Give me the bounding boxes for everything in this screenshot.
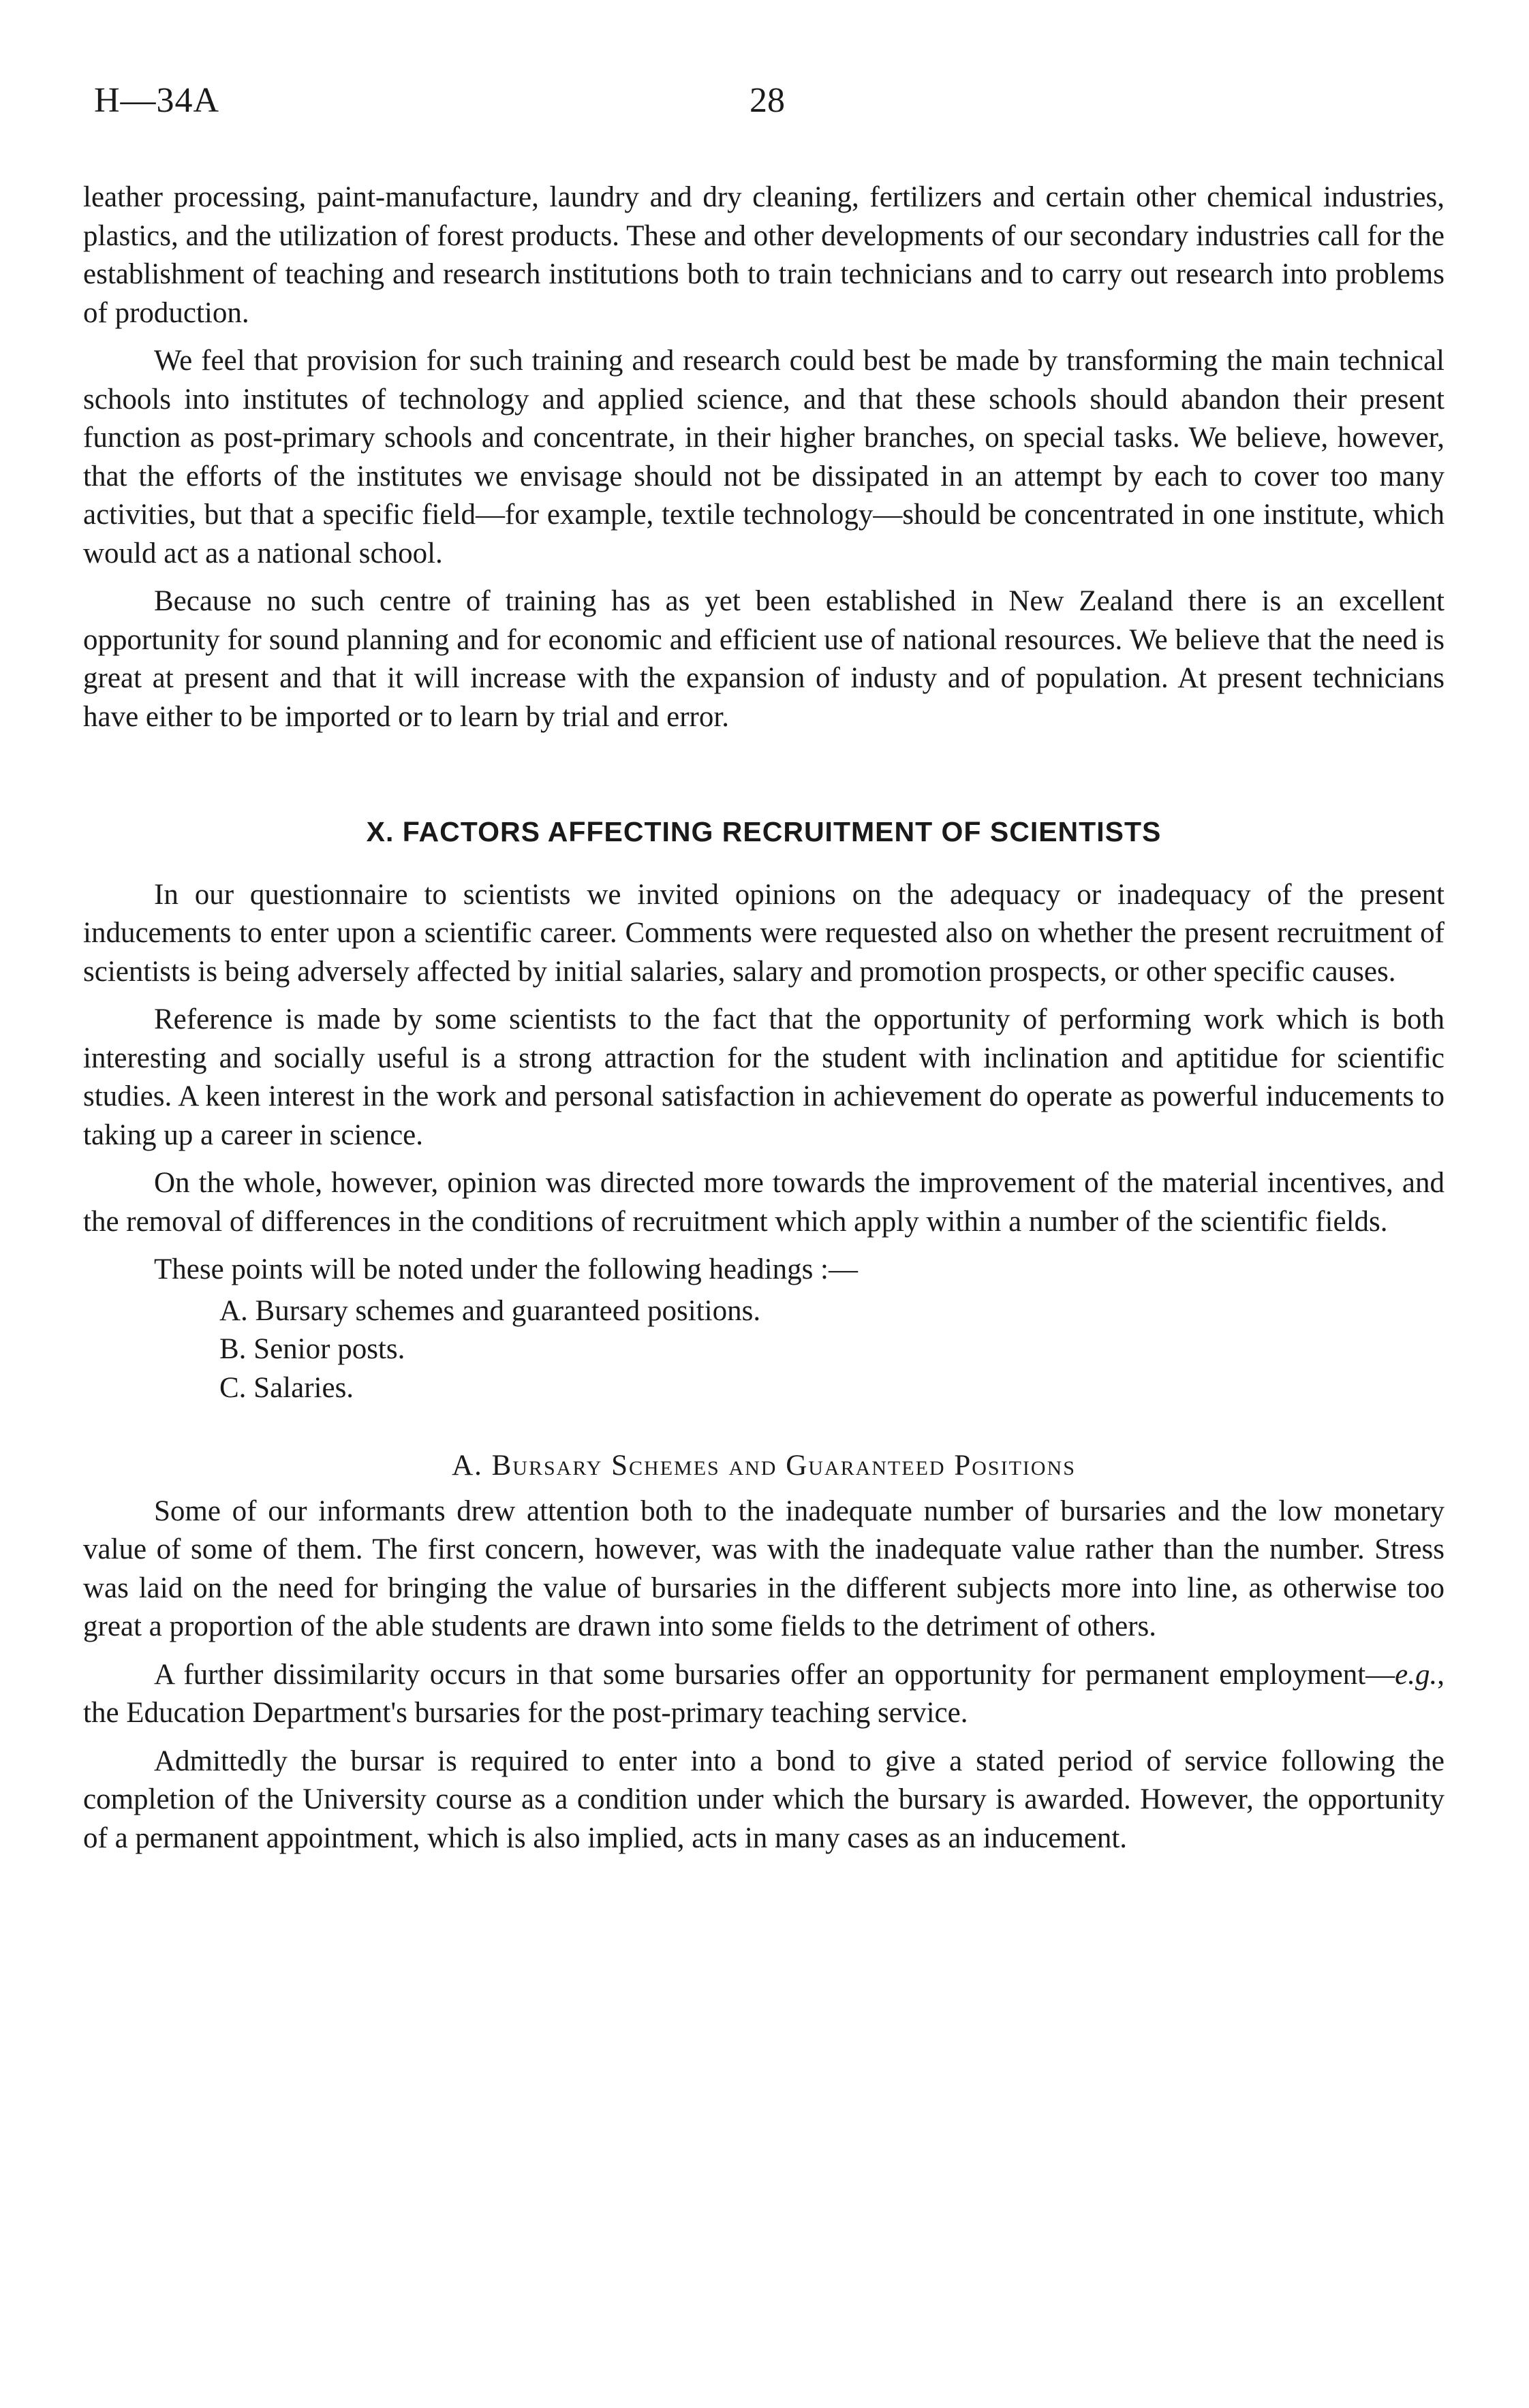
list-item: B. Senior posts. xyxy=(219,1333,405,1365)
page-header xyxy=(94,80,1435,135)
paragraph-technical-schools: We feel that provision for such training and research could best be made by transforming the main technical schools into institutes of technology and applied science, and that these schools should abandon their present function as post-primary schools and concentrate, in their higher branches, on special tasks. We believe, however, that the efforts of the institutes we envisage should not be dissipated in an attempt by each to cover too many activities, but that a specific field—for example, textile technology—should be concentrated in one institute, which would act as a national school. xyxy=(83,345,1445,569)
subsection-heading: A. Bursary Schemes and Guaranteed Positions xyxy=(452,1450,1076,1482)
paragraph-opportunity: Reference is made by some scientists to the fact that the opportunity of performing work which is both interesting and socially useful is a strong attraction for the student with inclination and aptitidue for scientific studies. A keen interest in the work and personal satisfaction in achievement do operate as powerful inducements to taking up a career in science. xyxy=(83,1003,1445,1151)
list-item: A. Bursary schemes and guaranteed positions. xyxy=(219,1294,761,1327)
list-item: C. Salaries. xyxy=(219,1371,354,1404)
headings-list xyxy=(83,1292,1445,1408)
page-number: 28 xyxy=(750,81,785,120)
paragraph-bond: Admittedly the bursar is required to enter into a bond to give a stated period of service following the completion of the University course as a condition under which the bursary is awarded. However, the opportunity of a permanent appointment, which is also implied, acts in many cases as an inducement. xyxy=(83,1745,1445,1854)
paragraph-dissimilarity-text: A further dissimilarity occurs in that some bursaries offer an opportunity for permanent employment— xyxy=(154,1658,1395,1691)
paragraph-headings-intro: These points will be noted under the following headings :— xyxy=(154,1253,859,1285)
document-code: H—34A xyxy=(94,81,220,120)
paragraph-continued: leather processing, paint-manufacture, laundry and dry cleaning, fertilizers and certain other chemical industries, plastics, and the utilization of forest products. These and other developments of our secondary industries call for the establishment of teaching and research institutions both to train technicians and to carry out research into problems of production. xyxy=(83,181,1445,329)
paragraph-material-incentives: On the whole, however, opinion was directed more towards the improvement of the material incentives, and the removal of differences in the conditions of recruitment which apply within a number of the scientific fields. xyxy=(83,1167,1445,1238)
paragraph-dissimilarity-rest: , the Education Department's bursaries for the post-primary teaching service. xyxy=(83,1658,1445,1729)
paragraph-questionnaire: In our questionnaire to scientists we invited opinions on the adequacy or inadequacy of the present inducements to enter upon a scientific career. Comments were requested also on whether the present recruitment of scientists is being adversely affected by initial salaries, salary and promotion prospects, or other specific causes. xyxy=(83,878,1445,988)
paragraph-dissimilarity xyxy=(83,1656,1445,1733)
paragraph-training-centre: Because no such centre of training has as yet been established in New Zealand there is an excellent opportunity for sound planning and for economic and efficient use of national resources. We believe that the need is great at present and that it will increase with the expansion of industy and of population. At present technicians have either to be imported or to learn by trial and error. xyxy=(83,585,1445,733)
example-abbreviation: e.g. xyxy=(1395,1658,1438,1691)
section-heading: X. FACTORS AFFECTING RECRUITMENT OF SCIENTISTS xyxy=(366,816,1162,847)
body-text xyxy=(83,178,1445,1867)
paragraph-bursary-value: Some of our informants drew attention both to the inadequate number of bursaries and the low monetary value of some of them. The first concern, however, was with the inadequate value rather than the number. Stress was laid on the need for bringing the value of bursaries in the different subjects more into line, as otherwise too great a proportion of the able students are drawn into some fields to the detriment of others. xyxy=(83,1495,1445,1642)
